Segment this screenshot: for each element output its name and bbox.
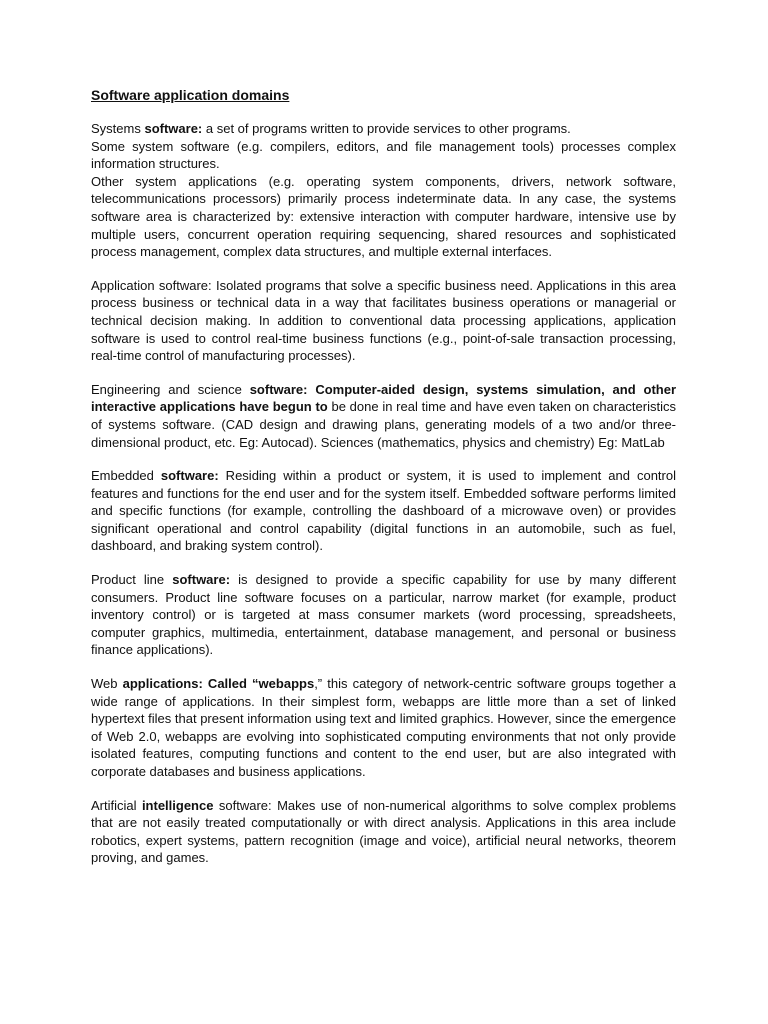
application-paragraph: Application software: Isolated programs that solve a specific business need. Applications in this area process business or technical data in a way that facilitates business operations or managerial or technical decision making. In addition to conventional data processing applications, application software is used to control real-time business functions (e.g., point-of-sale transaction processing, real-time control of manufacturing processes).: [91, 277, 676, 364]
systems-definition: a set of programs written to provide services to other programs.: [202, 121, 571, 136]
product-line-lead: Product line: [91, 572, 173, 588]
web-lead: Web: [91, 676, 123, 692]
embedded-body: Residing within a product or system, it is used to implement and control features and functions for the end user and for the system itself. Embedded software performs limited and specific functions (for example, controlling the dashboard of a microwave oven) or provides significant operational and control capability (digital functions in an automobile, such as fuel, dashboard, and braking system control).: [91, 468, 676, 554]
ai-keyword: intelligence: [141, 797, 214, 813]
engineering-lead: Engineering and science: [91, 381, 250, 397]
systems-paragraph-2: Some system software (e.g. compilers, editors, and file management tools) processes complex information structures.: [91, 138, 676, 172]
systems-paragraph-3: Other system applications (e.g. operating system components, drivers, network software, telecommunications processors) primarily process indeterminate data. In any case, the systems software area is characterized by: extensive interaction with computer hardware, intensive use by multiple users, concurrent operation requiring sequencing, shared resources and sophisticated process management, complex data structures, and multiple external interfaces.: [91, 173, 676, 260]
web-body: ,” this category of network-centric software groups together a wide range of applications. In their simplest form, webapps are little more than a set of linked hypertext files that present information using text and limited graphics. However, since the emergence of Web 2.0, webapps are evolving into sophisticated computing environments that not only provide isolated features, computing functions and content to the end user, but are also integrated with corporate databases and business applications.: [91, 676, 676, 779]
document-title: Software application domains: [91, 87, 290, 103]
web-keyword: applications: Called “webapps: [122, 676, 315, 692]
product-line-paragraph: [91, 571, 676, 659]
embedded-keyword: software:: [160, 468, 219, 484]
ai-body: software: Makes use of non-numerical algorithms to solve complex problems that are not easily treated computationally or with direct analysis. Applications in this area include robotics, expert systems, pattern recognition (image and voice), artificial neural networks, theorem proving, and games.: [91, 797, 676, 866]
ai-lead: Artificial: [91, 797, 142, 813]
embedded-lead: Embedded: [91, 468, 161, 484]
systems-lead: Systems: [91, 121, 145, 136]
ai-paragraph: [91, 797, 676, 867]
document-page: [91, 86, 676, 883]
web-paragraph: [91, 675, 676, 781]
engineering-keyword: software: Computer-aided design, systems simulation, and other interactive applications have begun to: [91, 381, 677, 415]
engineering-body: be done in real time and have even taken on characteristics of systems software. (CAD design and drawing plans, generating models of a two and/or three-dimensional product, etc. Eg: Autocad). Sciences (mathematics, physics and chemistry) Eg: MatLab: [91, 399, 676, 450]
engineering-paragraph: [91, 381, 676, 451]
systems-keyword: software:: [144, 121, 203, 136]
systems-paragraph-1: [91, 120, 676, 138]
product-line-keyword: software:: [172, 572, 231, 588]
embedded-paragraph: [91, 467, 676, 555]
product-line-body: is designed to provide a specific capability for use by many different consumers. Product line software focuses on a particular, narrow market (for example, product inventory control) or is targeted at mass consumer markets (word processing, spreadsheets, computer graphics, multimedia, entertainment, database management, and personal or business finance applications).: [91, 572, 676, 658]
